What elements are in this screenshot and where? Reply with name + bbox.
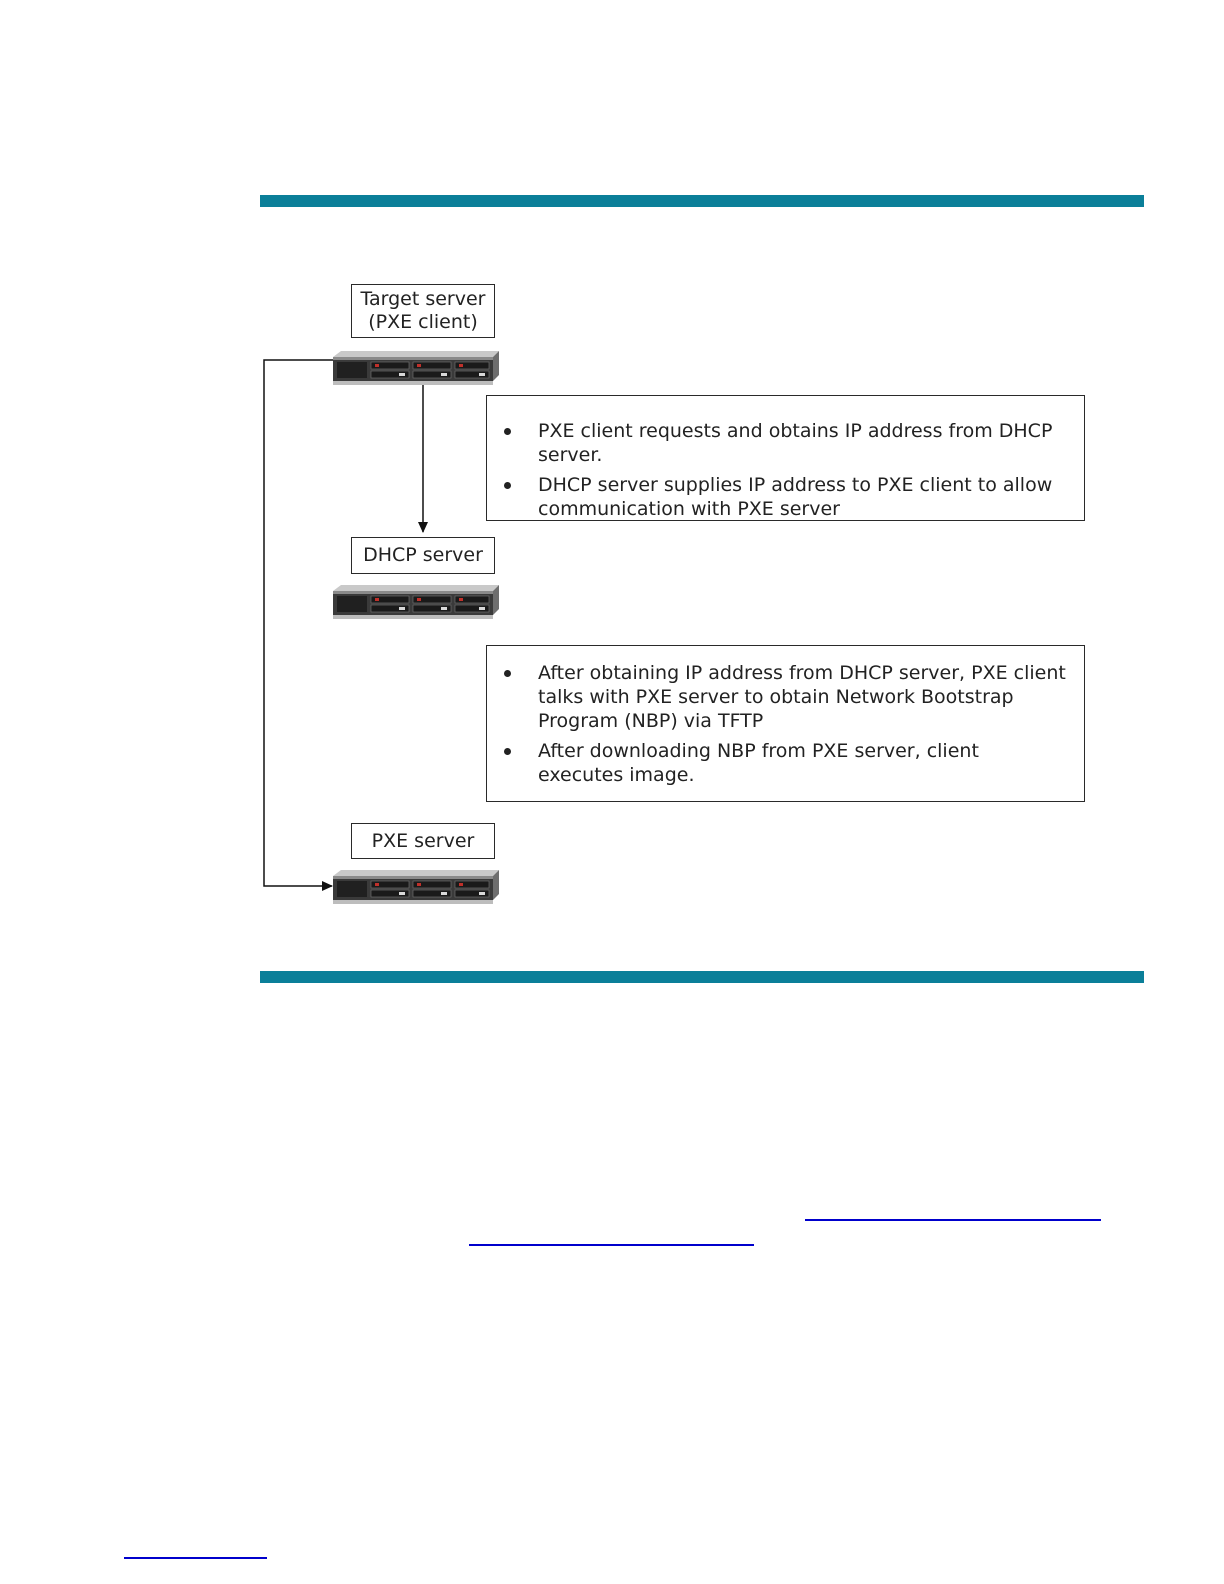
step2-notes (486, 645, 1085, 802)
note-item (487, 739, 1068, 787)
bullet-icon (504, 482, 511, 489)
note-item (487, 419, 1068, 467)
footnote-rule (124, 1557, 267, 1559)
note-text: DHCP server supplies IP address to PXE client to allow communication with PXE server (538, 474, 1053, 520)
note-text: PXE client requests and obtains IP address from DHCP server. (538, 420, 1053, 466)
target-server-label-line1: Target server (360, 288, 486, 310)
dhcp-server-label-text: DHCP server (363, 544, 483, 566)
note-text: After downloading NBP from PXE server, client executes image. (538, 740, 979, 786)
step1-notes (486, 395, 1085, 521)
note-text: After obtaining IP address from DHCP server, PXE client talks with PXE server to obtain Network Bootstrap Program (NBP) via TFTP (538, 662, 1066, 732)
rack-server-icon (333, 870, 501, 906)
bullet-icon (504, 748, 511, 755)
rack-server-icon (333, 351, 501, 387)
note-item (487, 473, 1068, 521)
rack-server-icon (333, 585, 501, 621)
bullet-icon (504, 428, 511, 435)
pxe-server-label (351, 823, 495, 859)
dhcp-server-label (351, 537, 495, 574)
arrow-target-to-pxe (264, 360, 336, 886)
bottom-rule (260, 971, 1144, 983)
pxe-server-label-text: PXE server (371, 829, 475, 852)
note-item (487, 661, 1068, 733)
hyperlink-underline[interactable] (469, 1244, 754, 1246)
hyperlink-underline[interactable] (805, 1219, 1101, 1221)
bullet-icon (504, 670, 511, 677)
target-server-label (351, 284, 495, 338)
target-server-label-line2: (PXE client) (368, 311, 478, 333)
